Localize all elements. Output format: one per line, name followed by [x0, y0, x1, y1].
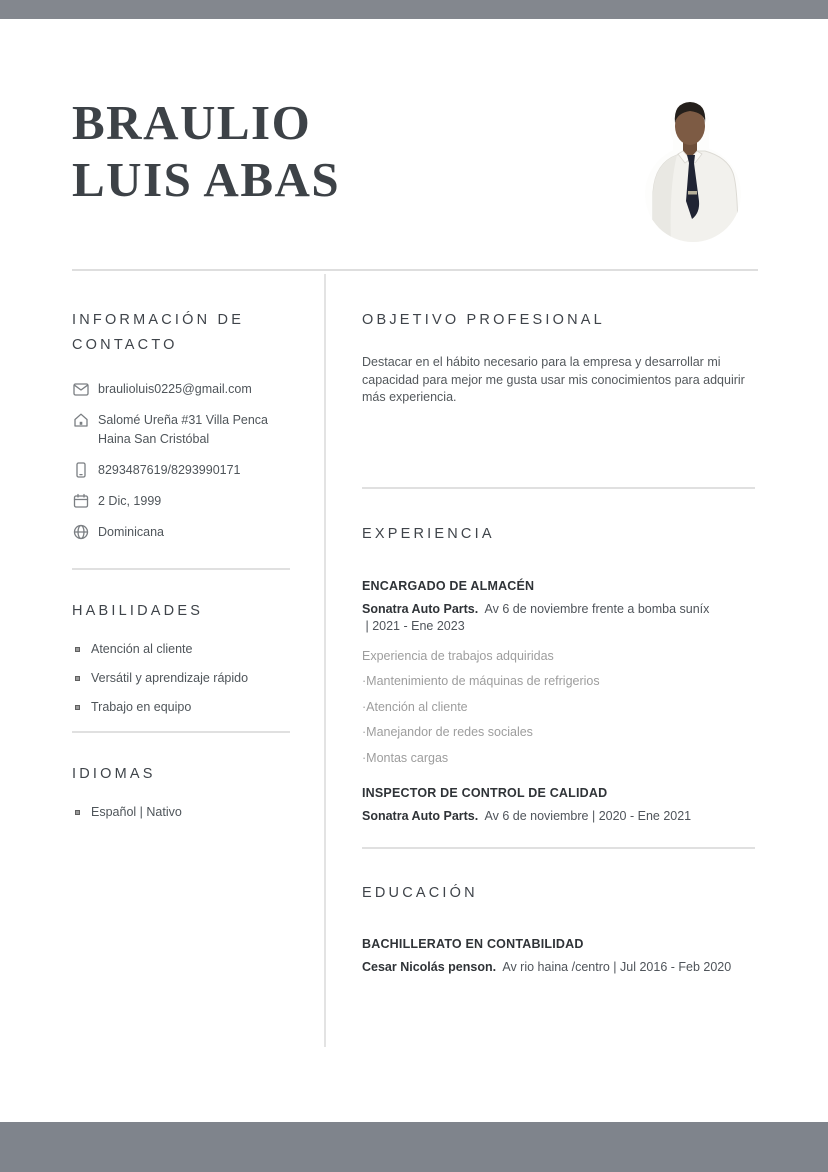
- contact-phone-value: 8293487619/8293990171: [98, 463, 241, 477]
- bottom-accent-bar: [0, 1122, 828, 1172]
- job-role: ENCARGADO DE ALMACÉN: [362, 578, 535, 593]
- skill-label: Trabajo en equipo: [91, 700, 192, 714]
- contact-item-email: [72, 380, 290, 399]
- sidebar: [72, 308, 290, 832]
- objective-section-title: OBJETIVO PROFESIONAL: [362, 312, 605, 328]
- profile-photo-illustration: [645, 97, 742, 243]
- job-description-line: Experiencia de trabajos adquiridas: [362, 648, 554, 663]
- education-degree: BACHILLERATO EN CONTABILIDAD: [362, 937, 584, 951]
- skills-list: [72, 640, 290, 717]
- language-label: Español | Nativo: [91, 805, 182, 819]
- contact-item-nationality: [72, 523, 290, 542]
- languages-section-title: IDIOMAS: [72, 766, 156, 782]
- square-bullet-icon: [75, 810, 80, 815]
- job-meta: [362, 601, 772, 635]
- education-details: Av rio haina /centro | Jul 2016 - Feb 2020: [502, 960, 732, 974]
- candidate-name: [72, 94, 340, 208]
- sidebar-divider-2: [72, 731, 290, 733]
- contact-list: [72, 380, 290, 542]
- job-company: Sonatra Auto Parts.: [362, 601, 479, 616]
- education-section-title: EDUCACIÓN: [362, 885, 478, 901]
- job-description: [362, 644, 758, 772]
- job-location: Av 6 de noviembre frente a bomba suníx: [484, 601, 710, 616]
- name-line-1: BRAULIO: [72, 95, 312, 150]
- job-description-line: ·Manejandor de redes sociales: [362, 725, 533, 739]
- header-divider: [72, 269, 758, 271]
- home-icon: [72, 411, 90, 429]
- job-description-line: ·Mantenimiento de máquinas de refrigerios: [362, 674, 600, 688]
- contact-section-title: INFORMACIÓN DE CONTACTO: [72, 312, 245, 353]
- main-content: [362, 308, 758, 976]
- globe-icon: [72, 523, 90, 541]
- contact-item-address: [72, 411, 290, 449]
- languages-list: [72, 803, 290, 822]
- profile-photo: [645, 97, 742, 243]
- education-item-1: [362, 937, 758, 976]
- job-meta: [362, 808, 772, 825]
- skill-item: [72, 669, 290, 688]
- job-role: INSPECTOR DE CONTROL DE CALIDAD: [362, 786, 608, 800]
- education-meta: [362, 959, 772, 976]
- top-accent-bar: [0, 0, 828, 19]
- phone-icon: [72, 461, 90, 479]
- experience-job-2: [362, 786, 758, 825]
- sidebar-divider-1: [72, 568, 290, 570]
- skill-item: [72, 640, 290, 659]
- education-school: Cesar Nicolás penson.: [362, 960, 497, 974]
- calendar-icon: [72, 492, 90, 510]
- job-dates: | 2021 - Ene 2023: [365, 618, 465, 633]
- contact-item-phone: [72, 461, 290, 480]
- contact-nationality-value: Dominicana: [98, 525, 165, 539]
- skill-label: Versátil y aprendizaje rápido: [91, 671, 249, 685]
- job-location: Av 6 de noviembre | 2020 - Ene 2021: [484, 809, 692, 823]
- name-line-2: LUIS ABAS: [72, 152, 341, 207]
- skill-label: Atención al cliente: [91, 642, 193, 656]
- job-description-line: ·Atención al cliente: [362, 699, 468, 714]
- contact-address-value: Salomé Ureña #31 Villa Penca Haina San Cristóbal: [98, 413, 269, 446]
- main-divider-2: [362, 847, 755, 849]
- column-divider: [324, 274, 326, 1047]
- objective-text: Destacar en el hábito necesario para la empresa y desarrollar mi capacidad para mejor me gusta usar mis conocimientos para adquirir más experiencia.: [362, 355, 745, 404]
- square-bullet-icon: [75, 647, 80, 652]
- language-item: [72, 803, 290, 822]
- skills-section-title: HABILIDADES: [72, 603, 204, 619]
- square-bullet-icon: [75, 705, 80, 710]
- contact-item-birthdate: [72, 492, 290, 511]
- square-bullet-icon: [75, 676, 80, 681]
- skill-item: [72, 698, 290, 717]
- experience-section-title: EXPERIENCIA: [362, 525, 495, 542]
- email-icon: [72, 380, 90, 398]
- job-description-line: ·Montas cargas: [362, 750, 449, 765]
- contact-email-value: braulioluis0225@gmail.com: [98, 382, 252, 396]
- main-divider-1: [362, 487, 755, 489]
- experience-job-1: [362, 579, 758, 772]
- job-company: Sonatra Auto Parts.: [362, 809, 479, 823]
- contact-birthdate-value: 2 Dic, 1999: [98, 494, 162, 508]
